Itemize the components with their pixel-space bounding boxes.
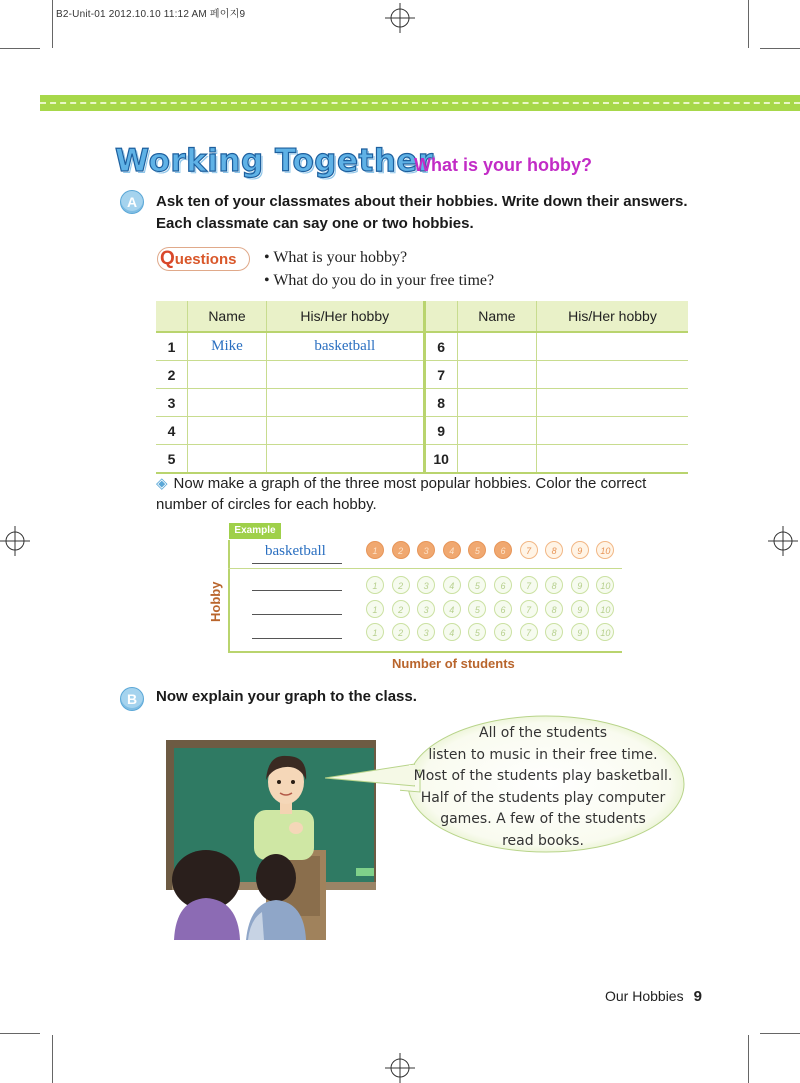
table-header-cell [156,301,187,332]
table-row [156,445,688,474]
crop-mark [760,1033,800,1034]
registration-mark-icon [0,526,30,556]
graph-circle[interactable]: 1 [366,623,384,641]
graph-circle: 8 [545,541,563,559]
row-number: 1 [156,332,187,361]
graph-circle[interactable]: 9 [571,600,589,618]
graph-circle[interactable]: 10 [596,576,614,594]
table-header-cell: Name [187,301,266,332]
speech-line: games. A few of the students [440,811,646,827]
graph-circle[interactable]: 3 [417,576,435,594]
table-row [156,332,688,361]
graph-hobby-line [252,563,342,564]
crop-mark [0,48,40,49]
footer-label: Our Hobbies [605,988,684,1004]
graph-circle[interactable]: 2 [392,623,410,641]
crop-mark [52,0,53,48]
row-number: 3 [156,389,187,417]
graph-circle: 6 [494,541,512,559]
graph-circle[interactable]: 8 [545,600,563,618]
table-header-cell: His/Her hobby [536,301,688,332]
graph-hobby-label: basketball [265,543,326,559]
graph-circle[interactable]: 6 [494,623,512,641]
graph-circle[interactable]: 4 [443,600,461,618]
crop-mark [760,48,800,49]
graph-circle: 2 [392,541,410,559]
speech-line: listen to music in their free time. [428,746,658,763]
hobby-cell[interactable] [536,332,688,361]
graph-circle[interactable]: 2 [392,600,410,618]
table-row [156,361,688,389]
graph-hobby-line[interactable] [252,614,342,615]
speech-line: read books. [502,832,584,849]
graph-circle[interactable]: 5 [468,600,486,618]
graph-circle: 5 [468,541,486,559]
speech-line: Most of the students play basketball. [413,768,673,784]
row-number: 2 [156,361,187,389]
row-number: 7 [424,361,457,389]
crop-mark [748,1035,749,1083]
graph-instruction-text: Now make a graph of the three most popular hobbies. Color the correct number of circles for each hobby. [156,475,647,513]
graph-circle[interactable]: 9 [571,576,589,594]
part-b-badge: B [120,687,144,711]
diamond-bullet-icon: ◈ [156,475,168,492]
table-row [156,417,688,445]
graph-circle[interactable]: 7 [520,576,538,594]
speech-bubble-text [412,723,674,852]
header-band [40,95,800,111]
crop-mark [52,1035,53,1083]
graph-circle[interactable]: 2 [392,576,410,594]
name-cell[interactable] [457,445,536,474]
speech-line: Half of the students play computer [420,789,666,806]
graph-circle[interactable]: 3 [417,600,435,618]
hobby-cell[interactable] [267,389,424,417]
graph-circle[interactable]: 4 [443,623,461,641]
registration-mark-icon [385,1053,415,1083]
speech-bubble-tail [325,762,415,788]
survey-table [156,301,688,474]
graph-circle: 4 [443,541,461,559]
row-number: 4 [156,417,187,445]
graph-x-axis [228,651,622,653]
graph-circle[interactable]: 7 [520,623,538,641]
part-b-instruction: Now explain your graph to the class. [156,688,417,705]
hobby-cell[interactable] [536,389,688,417]
page-number: 9 [693,988,702,1005]
hobby-cell[interactable] [536,361,688,389]
table-header-cell: His/Her hobby [267,301,424,332]
page-footer [605,988,702,1005]
name-cell[interactable] [457,332,536,361]
graph-circle[interactable]: 7 [520,600,538,618]
graph-circle: 9 [571,541,589,559]
hobby-cell[interactable] [536,417,688,445]
part-a-badge: A [120,190,144,214]
speech-line: All of the students [479,725,607,741]
row-number: 6 [424,332,457,361]
question-item: • What is your hobby? [264,249,408,266]
name-cell[interactable] [187,361,266,389]
hobby-cell[interactable] [267,361,424,389]
graph-circle[interactable]: 1 [366,600,384,618]
section-subtitle: What is your hobby? [414,155,592,175]
table-header-cell [424,301,457,332]
table-header-row [156,301,688,332]
row-number: 8 [424,389,457,417]
table-row [156,389,688,417]
part-a-instruction: Ask ten of your classmates about their hobbies. Write down their answers. Each classmate can say one or two hobbies. [156,193,688,232]
graph-circle: 3 [417,541,435,559]
graph-circle[interactable]: 10 [596,623,614,641]
graph-circle: 10 [596,541,614,559]
name-cell[interactable] [187,417,266,445]
name-cell[interactable] [187,389,266,417]
hobby-cell[interactable] [267,445,424,474]
question-item: • What do you do in your free time? [264,272,495,289]
graph-circle[interactable]: 8 [545,576,563,594]
questions-label [157,247,250,271]
graph-circle[interactable]: 1 [366,576,384,594]
graph-circle[interactable]: 6 [494,600,512,618]
graph-circle[interactable]: 9 [571,623,589,641]
y-axis-label: Hobby [208,581,223,622]
graph-row-divider [228,568,622,569]
name-cell[interactable] [457,389,536,417]
x-axis-label: Number of students [392,656,515,671]
hobby-cell[interactable] [267,417,424,445]
graph-circle[interactable]: 5 [468,576,486,594]
hobby-cell[interactable]: basketball [267,332,424,361]
graph-circle[interactable]: 4 [443,576,461,594]
questions-label-initial: Q [160,248,175,269]
graph-circle[interactable]: 5 [468,623,486,641]
print-mark: B2-Unit-01 2012.10.10 11:12 AM 페이지9 [56,9,246,20]
graph-circle[interactable]: 8 [545,623,563,641]
questions-label-rest: uestions [174,251,237,268]
graph-hobby-line[interactable] [252,638,342,639]
row-number: 10 [424,445,457,474]
name-cell[interactable]: Mike [187,332,266,361]
graph-circle: 7 [520,541,538,559]
row-number: 5 [156,445,187,474]
section-title: Working Together [115,143,434,179]
hobby-cell[interactable] [536,445,688,474]
registration-mark-icon [768,526,798,556]
table-header-cell: Name [457,301,536,332]
example-tag: Example [229,523,281,539]
name-cell[interactable] [457,361,536,389]
graph-circle[interactable]: 3 [417,623,435,641]
graph-instruction [156,473,696,515]
graph-hobby-line[interactable] [252,590,342,591]
row-number: 9 [424,417,457,445]
crop-mark [748,0,749,48]
registration-mark-icon [385,3,415,33]
graph-circle[interactable]: 6 [494,576,512,594]
graph-circle: 1 [366,541,384,559]
crop-mark [0,1033,40,1034]
graph-circle[interactable]: 10 [596,600,614,618]
name-cell[interactable] [457,417,536,445]
name-cell[interactable] [187,445,266,474]
